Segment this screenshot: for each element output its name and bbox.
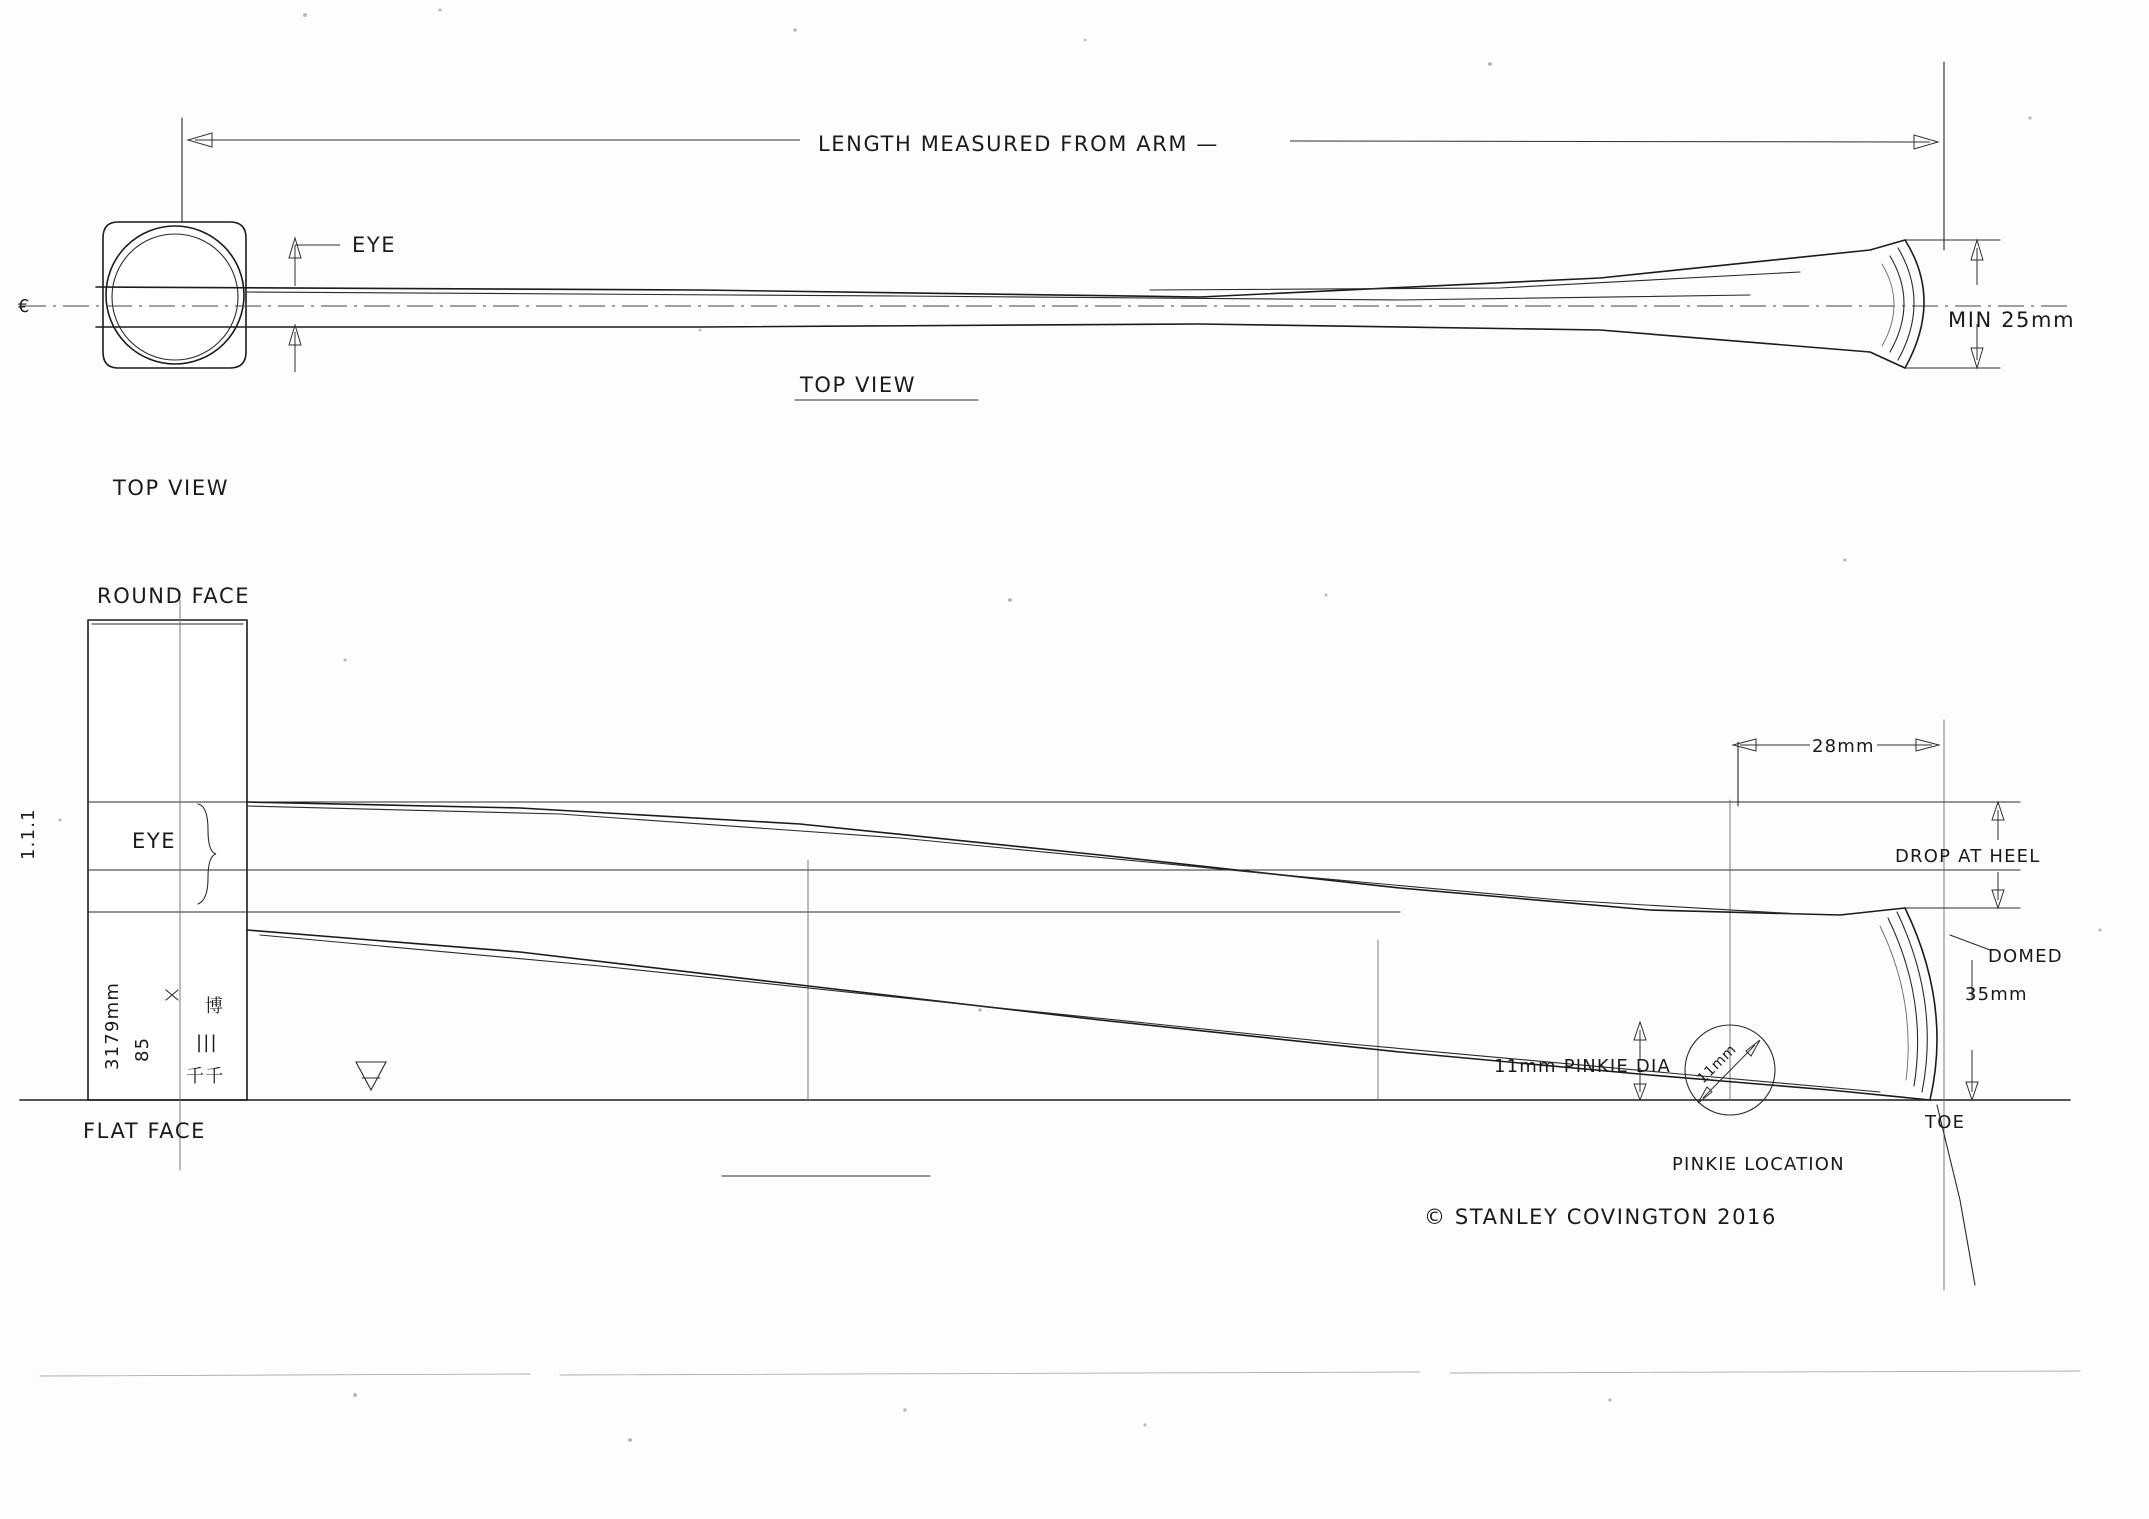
min-25mm-label: MIN 25mm bbox=[1948, 308, 2076, 332]
top-view-caption: TOP VIEW bbox=[800, 373, 917, 397]
domed-label: DOMED bbox=[1988, 946, 2063, 967]
eye-callout-top bbox=[289, 233, 396, 372]
drop-at-heel-label: DROP AT HEEL bbox=[1895, 846, 2041, 867]
eye-label-top: EYE bbox=[352, 233, 397, 257]
handle-top-view bbox=[96, 240, 1924, 368]
scan-noise bbox=[59, 8, 2102, 1442]
stack-3179mm: 3179mm bbox=[102, 981, 123, 1070]
pinkie-dia-label: 11mm PINKIE DIA bbox=[1494, 1056, 1672, 1077]
pinkie-dia-dimension bbox=[1494, 1022, 1671, 1100]
domed-35mm-label: 35mm bbox=[1965, 984, 2028, 1005]
drop-at-heel bbox=[1895, 802, 2040, 908]
surface-finish-mark bbox=[356, 1062, 386, 1090]
pinkie-circle-label: 11mm bbox=[1694, 1041, 1740, 1087]
round-face-label: ROUND FACE bbox=[97, 584, 251, 608]
min-width-dimension bbox=[1905, 240, 2075, 368]
stack-85: 85 bbox=[132, 1036, 153, 1062]
domed-dimension bbox=[1924, 935, 2063, 1133]
flat-face-label: FLAT FACE bbox=[83, 1119, 206, 1143]
eye-label-side: EYE bbox=[132, 829, 177, 853]
copyright-label: © STANLEY COVINGTON 2016 bbox=[1424, 1205, 1777, 1229]
pinkie-location-label: PINKIE LOCATION bbox=[1672, 1154, 1845, 1175]
tally-b: ||| bbox=[196, 1032, 218, 1053]
dim-28mm bbox=[1733, 736, 1939, 806]
length-dimension-label: LENGTH MEASURED FROM ARM — bbox=[818, 132, 1219, 156]
length-dimension bbox=[182, 62, 1944, 300]
top-view-head-label: TOP VIEW bbox=[113, 476, 230, 500]
dim-28mm-label: 28mm bbox=[1812, 736, 1875, 757]
tally-c: 千千 bbox=[186, 1066, 225, 1087]
head-top-view bbox=[103, 222, 246, 368]
vertical-left-note: 1.1.1 bbox=[18, 808, 39, 860]
toe-label: TOE bbox=[1925, 1112, 1966, 1133]
centerline-symbol: € bbox=[18, 296, 31, 317]
tally-a: 博 bbox=[205, 996, 225, 1017]
